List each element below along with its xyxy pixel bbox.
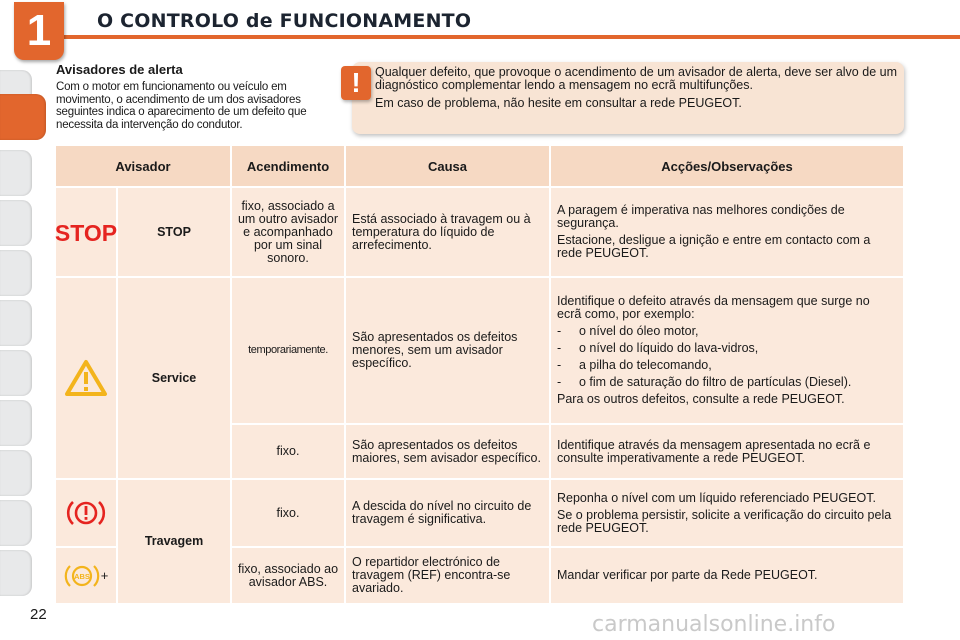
side-tab-5[interactable] bbox=[0, 300, 32, 346]
page-title: O CONTROLO de FUNCIONAMENTO bbox=[97, 10, 472, 32]
side-tab-4[interactable] bbox=[0, 250, 32, 296]
side-tab-active[interactable] bbox=[0, 94, 46, 140]
bullet-dash: - bbox=[557, 324, 562, 338]
brakes-name: Travagem bbox=[118, 480, 230, 603]
side-tab-3[interactable] bbox=[0, 200, 32, 246]
brakes-cause-1 bbox=[346, 480, 549, 546]
stop-icon-cell bbox=[56, 188, 116, 276]
service-action-intro: Identifique o defeito através da mensagem que surge no ecrã como, por exemplo: bbox=[557, 294, 870, 321]
stop-lighting: fixo, associado a um outro avisador e acompanhado por um sinal sonoro. bbox=[232, 188, 344, 276]
section-title: Avisadores de alerta bbox=[56, 62, 183, 77]
chapter-badge bbox=[14, 2, 64, 60]
service-action-2 bbox=[551, 425, 903, 478]
list-item bbox=[557, 325, 897, 338]
brakes-lighting-2: fixo, associado ao avisador ABS. bbox=[232, 548, 344, 603]
service-lighting-2: fixo. bbox=[232, 425, 344, 478]
stop-action-text: A paragem é imperativa nas melhores condições de segurança. bbox=[557, 203, 845, 230]
stop-action-text: Estacione, desligue a ignição e entre em contacto com a rede PEUGEOT. bbox=[557, 233, 871, 260]
service-warning-triangle-icon bbox=[64, 359, 108, 397]
service-icon-cell bbox=[56, 278, 116, 478]
stop-name: STOP bbox=[118, 188, 230, 276]
svg-text:STOP: STOP bbox=[54, 220, 118, 246]
list-item bbox=[557, 376, 897, 389]
side-tab-6[interactable] bbox=[0, 350, 32, 396]
header-rule bbox=[60, 35, 960, 39]
service-action-1 bbox=[551, 278, 903, 423]
service-cause-2 bbox=[346, 425, 549, 478]
list-item-text: o fim de saturação do filtro de partículas (Diesel). bbox=[579, 375, 852, 389]
side-tab-8[interactable] bbox=[0, 450, 32, 496]
brakes-cause-text: A descida do nível no circuito de travagem é significativa. bbox=[352, 499, 532, 526]
brakes-action-text: Se o problema persistir, solicite a verificação do circuito pela rede PEUGEOT. bbox=[557, 507, 892, 535]
brakes-cause-2 bbox=[346, 548, 549, 603]
side-tab-9[interactable] bbox=[0, 500, 32, 546]
svg-text:ABS: ABS bbox=[73, 571, 90, 581]
brakes-cause-text: O repartidor electrónico de travagem (REF) encontra-se avariado. bbox=[352, 555, 511, 595]
service-lighting-1: temporariamente. bbox=[232, 278, 344, 423]
brakes-action-text: Mandar verificar por parte da Rede PEUGEOT. bbox=[557, 568, 818, 582]
service-name: Service bbox=[118, 278, 230, 478]
table-header-avisador: Avisador bbox=[56, 146, 230, 186]
abs-warning-icon bbox=[64, 562, 100, 590]
warning-text bbox=[375, 66, 897, 115]
service-action-text: Identifique através da mensagem apresentada no ecrã e consulte imperativamente a rede PEUGEOT. bbox=[557, 437, 871, 465]
brakes-lighting-1: fixo. bbox=[232, 480, 344, 546]
table-header-causa: Causa bbox=[346, 146, 549, 186]
service-action-outro: Para os outros defeitos, consulte a rede PEUGEOT. bbox=[557, 392, 845, 406]
bullet-dash: - bbox=[557, 341, 562, 355]
list-item-text: o nível do líquido do lava-vidros, bbox=[579, 341, 759, 355]
plus-sign: + bbox=[100, 568, 109, 583]
stop-cause bbox=[346, 188, 549, 276]
side-tab-2[interactable] bbox=[0, 150, 32, 196]
bullet-dash: - bbox=[557, 358, 562, 372]
chapter-number: 1 bbox=[26, 6, 52, 55]
brakes-action-1 bbox=[551, 480, 903, 546]
side-tab-7[interactable] bbox=[0, 400, 32, 446]
service-cause-text: São apresentados os defeitos menores, sem um avisador específico. bbox=[352, 330, 518, 370]
brake-icon-cell bbox=[56, 480, 116, 546]
service-cause-text: São apresentados os defeitos maiores, sem avisador específico. bbox=[352, 437, 541, 465]
warning-paragraph: Em caso de problema, não hesite em consultar a rede PEUGEOT. bbox=[375, 96, 742, 110]
stop-cause-text: Está associado à travagem ou à temperatura do líquido de arrefecimento. bbox=[352, 211, 531, 252]
brake-warning-icon bbox=[66, 497, 106, 529]
table-header-acendimento: Acendimento bbox=[232, 146, 344, 186]
stop-action bbox=[551, 188, 903, 276]
watermark: carmanualsonline.info bbox=[592, 612, 836, 637]
warning-badge-icon: ! bbox=[341, 66, 371, 100]
bullet-dash: - bbox=[557, 375, 562, 389]
list-item-text: a pilha do telecomando, bbox=[579, 358, 712, 372]
service-cause-1 bbox=[346, 278, 549, 423]
brakes-action-2 bbox=[551, 548, 903, 603]
abs-icon-cell bbox=[56, 548, 116, 603]
side-tab-10[interactable] bbox=[0, 550, 32, 596]
intro-text: Com o motor em funcionamento ou veículo em movimento, o acendimento de um dos avisadores seguintes indica o aparecimento de um defeito que necessita da intervenção do condutor. bbox=[56, 81, 307, 131]
page-number: 22 bbox=[30, 606, 47, 623]
brakes-action-text: Reponha o nível com um líquido referenciado PEUGEOT. bbox=[557, 490, 876, 505]
warning-paragraph: Qualquer defeito, que provoque o acendimento de um avisador de alerta, deve ser alvo de um diagnóstico complementar lendo a mensagem no ecrã multifunções. bbox=[375, 65, 897, 92]
list-item bbox=[557, 359, 897, 372]
table-header-accoes: Acções/Observações bbox=[551, 146, 903, 186]
stop-warning-icon bbox=[54, 218, 118, 246]
list-item bbox=[557, 342, 897, 355]
list-item-text: o nível do óleo motor, bbox=[579, 324, 699, 338]
